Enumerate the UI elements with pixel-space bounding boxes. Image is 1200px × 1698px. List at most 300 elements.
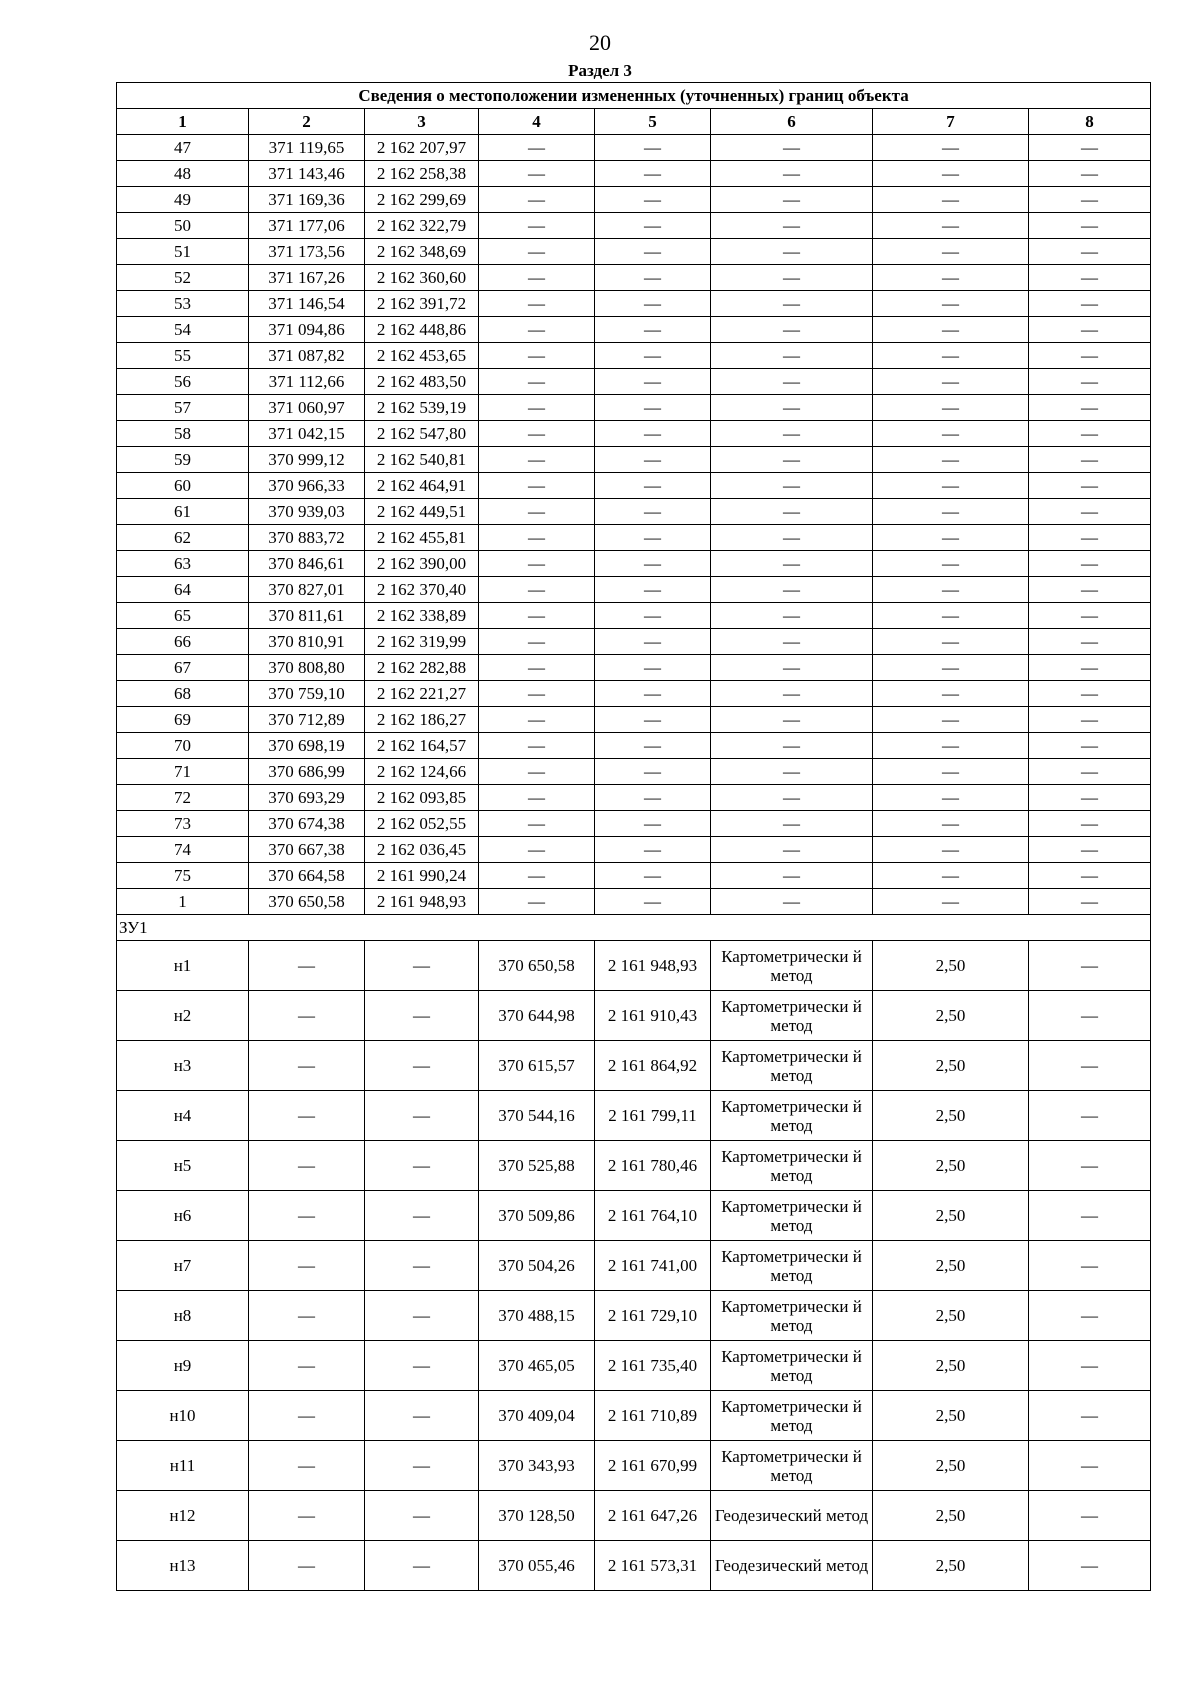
- empty-dash: —: [1029, 941, 1151, 991]
- method: Картометрически й метод: [711, 941, 873, 991]
- coord-x: 370 674,38: [249, 811, 365, 837]
- point-number: 69: [117, 707, 249, 733]
- empty-dash: —: [873, 707, 1029, 733]
- table-row: [117, 1491, 1151, 1541]
- coord-y: 2 162 360,60: [365, 265, 479, 291]
- empty-dash: —: [479, 395, 595, 421]
- empty-dash: —: [595, 291, 711, 317]
- table-row: [117, 1341, 1151, 1391]
- empty-dash: —: [711, 395, 873, 421]
- coord-x: 370 808,80: [249, 655, 365, 681]
- empty-dash: —: [873, 525, 1029, 551]
- point-number: 70: [117, 733, 249, 759]
- table-row: [117, 991, 1151, 1041]
- empty-dash: —: [1029, 759, 1151, 785]
- coord-y: 2 161 948,93: [595, 941, 711, 991]
- point-number: 58: [117, 421, 249, 447]
- empty-dash: —: [1029, 473, 1151, 499]
- empty-dash: —: [595, 447, 711, 473]
- empty-dash: —: [595, 187, 711, 213]
- empty-dash: —: [595, 473, 711, 499]
- empty-dash: —: [479, 811, 595, 837]
- coord-x: 370 488,15: [479, 1291, 595, 1341]
- coord-x: 370 650,58: [249, 889, 365, 915]
- point-number: 50: [117, 213, 249, 239]
- point-number: 49: [117, 187, 249, 213]
- empty-dash: —: [595, 421, 711, 447]
- empty-dash: —: [595, 629, 711, 655]
- coord-x: 370 525,88: [479, 1141, 595, 1191]
- empty-dash: —: [595, 343, 711, 369]
- accuracy: 2,50: [873, 1191, 1029, 1241]
- empty-dash: —: [595, 499, 711, 525]
- empty-dash: —: [711, 369, 873, 395]
- coord-x: 370 509,86: [479, 1191, 595, 1241]
- method: Картометрически й метод: [711, 1091, 873, 1141]
- empty-dash: —: [1029, 837, 1151, 863]
- coord-y: 2 161 764,10: [595, 1191, 711, 1241]
- coord-y: 2 161 910,43: [595, 991, 711, 1041]
- coord-x: 371 112,66: [249, 369, 365, 395]
- point-number: 62: [117, 525, 249, 551]
- coord-x: 370 883,72: [249, 525, 365, 551]
- empty-dash: —: [479, 863, 595, 889]
- empty-dash: —: [249, 1541, 365, 1591]
- table-row: [117, 317, 1151, 343]
- empty-dash: —: [479, 785, 595, 811]
- empty-dash: —: [595, 733, 711, 759]
- empty-dash: —: [479, 655, 595, 681]
- method: Картометрически й метод: [711, 1141, 873, 1191]
- method: Геодезический метод: [711, 1541, 873, 1591]
- column-number: 1: [117, 109, 249, 135]
- empty-dash: —: [711, 811, 873, 837]
- empty-dash: —: [1029, 1041, 1151, 1091]
- empty-dash: —: [873, 681, 1029, 707]
- coord-x: 370 759,10: [249, 681, 365, 707]
- empty-dash: —: [873, 265, 1029, 291]
- empty-dash: —: [711, 291, 873, 317]
- column-number: 2: [249, 109, 365, 135]
- table-row: [117, 1541, 1151, 1591]
- empty-dash: —: [365, 1341, 479, 1391]
- empty-dash: —: [873, 291, 1029, 317]
- point-number: 55: [117, 343, 249, 369]
- empty-dash: —: [711, 473, 873, 499]
- empty-dash: —: [1029, 889, 1151, 915]
- table-row: [117, 1241, 1151, 1291]
- accuracy: 2,50: [873, 1491, 1029, 1541]
- point-number: н2: [117, 991, 249, 1041]
- point-number: н8: [117, 1291, 249, 1341]
- empty-dash: —: [595, 603, 711, 629]
- coord-x: 370 999,12: [249, 447, 365, 473]
- table-row: [117, 707, 1151, 733]
- empty-dash: —: [479, 161, 595, 187]
- empty-dash: —: [365, 1241, 479, 1291]
- coord-y: 2 161 710,89: [595, 1391, 711, 1441]
- empty-dash: —: [711, 161, 873, 187]
- coord-x: 371 042,15: [249, 421, 365, 447]
- coord-x: 371 173,56: [249, 239, 365, 265]
- empty-dash: —: [479, 239, 595, 265]
- coord-x: 370 409,04: [479, 1391, 595, 1441]
- empty-dash: —: [365, 1541, 479, 1591]
- coord-y: 2 162 540,81: [365, 447, 479, 473]
- empty-dash: —: [873, 837, 1029, 863]
- coord-y: 2 162 449,51: [365, 499, 479, 525]
- empty-dash: —: [711, 863, 873, 889]
- coord-x: 371 087,82: [249, 343, 365, 369]
- empty-dash: —: [595, 577, 711, 603]
- coord-x: 370 810,91: [249, 629, 365, 655]
- empty-dash: —: [595, 317, 711, 343]
- empty-dash: —: [711, 759, 873, 785]
- coord-y: 2 162 282,88: [365, 655, 479, 681]
- empty-dash: —: [595, 889, 711, 915]
- coord-y: 2 162 448,86: [365, 317, 479, 343]
- empty-dash: —: [1029, 161, 1151, 187]
- coord-x: 370 698,19: [249, 733, 365, 759]
- table-row: [117, 291, 1151, 317]
- empty-dash: —: [595, 863, 711, 889]
- empty-dash: —: [711, 551, 873, 577]
- table-row: [117, 265, 1151, 291]
- empty-dash: —: [873, 239, 1029, 265]
- empty-dash: —: [873, 655, 1029, 681]
- empty-dash: —: [365, 1291, 479, 1341]
- point-number: 74: [117, 837, 249, 863]
- method: Картометрически й метод: [711, 991, 873, 1041]
- empty-dash: —: [1029, 1391, 1151, 1441]
- empty-dash: —: [873, 135, 1029, 161]
- table-row: [117, 837, 1151, 863]
- empty-dash: —: [873, 499, 1029, 525]
- empty-dash: —: [711, 343, 873, 369]
- empty-dash: —: [479, 213, 595, 239]
- empty-dash: —: [711, 239, 873, 265]
- empty-dash: —: [1029, 603, 1151, 629]
- empty-dash: —: [479, 187, 595, 213]
- coord-y: 2 161 780,46: [595, 1141, 711, 1191]
- empty-dash: —: [1029, 1541, 1151, 1591]
- coord-x: 370 343,93: [479, 1441, 595, 1491]
- coord-y: 2 161 741,00: [595, 1241, 711, 1291]
- accuracy: 2,50: [873, 1041, 1029, 1091]
- coord-x: 370 667,38: [249, 837, 365, 863]
- empty-dash: —: [249, 1041, 365, 1091]
- column-number: 6: [711, 109, 873, 135]
- coord-x: 370 504,26: [479, 1241, 595, 1291]
- accuracy: 2,50: [873, 1141, 1029, 1191]
- empty-dash: —: [479, 551, 595, 577]
- coord-y: 2 162 186,27: [365, 707, 479, 733]
- empty-dash: —: [1029, 291, 1151, 317]
- coord-x: 370 827,01: [249, 577, 365, 603]
- empty-dash: —: [711, 837, 873, 863]
- empty-dash: —: [595, 811, 711, 837]
- coord-y: 2 161 729,10: [595, 1291, 711, 1341]
- empty-dash: —: [873, 603, 1029, 629]
- empty-dash: —: [595, 759, 711, 785]
- table-row: [117, 655, 1151, 681]
- empty-dash: —: [365, 941, 479, 991]
- coord-y: 2 162 464,91: [365, 473, 479, 499]
- empty-dash: —: [1029, 369, 1151, 395]
- empty-dash: —: [1029, 863, 1151, 889]
- empty-dash: —: [711, 187, 873, 213]
- empty-dash: —: [479, 577, 595, 603]
- method: Картометрически й метод: [711, 1341, 873, 1391]
- empty-dash: —: [365, 1091, 479, 1141]
- table-row: [117, 447, 1151, 473]
- empty-dash: —: [711, 499, 873, 525]
- empty-dash: —: [249, 1441, 365, 1491]
- empty-dash: —: [873, 369, 1029, 395]
- coord-y: 2 162 338,89: [365, 603, 479, 629]
- empty-dash: —: [595, 707, 711, 733]
- empty-dash: —: [711, 447, 873, 473]
- empty-dash: —: [1029, 629, 1151, 655]
- coord-x: 370 615,57: [479, 1041, 595, 1091]
- point-number: н1: [117, 941, 249, 991]
- empty-dash: —: [595, 265, 711, 291]
- empty-dash: —: [1029, 1191, 1151, 1241]
- point-number: 61: [117, 499, 249, 525]
- table-row: [117, 421, 1151, 447]
- table-row: [117, 213, 1151, 239]
- point-number: 56: [117, 369, 249, 395]
- empty-dash: —: [711, 629, 873, 655]
- coord-x: 370 055,46: [479, 1541, 595, 1591]
- accuracy: 2,50: [873, 1391, 1029, 1441]
- coord-x: 370 664,58: [249, 863, 365, 889]
- column-number: 7: [873, 109, 1029, 135]
- empty-dash: —: [1029, 1141, 1151, 1191]
- coord-y: 2 162 370,40: [365, 577, 479, 603]
- point-number: н3: [117, 1041, 249, 1091]
- boundary-coordinates-table: [116, 82, 1151, 1591]
- point-number: 1: [117, 889, 249, 915]
- empty-dash: —: [1029, 1491, 1151, 1541]
- coord-x: 370 811,61: [249, 603, 365, 629]
- point-number: 60: [117, 473, 249, 499]
- point-number: 63: [117, 551, 249, 577]
- empty-dash: —: [711, 603, 873, 629]
- empty-dash: —: [595, 785, 711, 811]
- table-row: [117, 343, 1151, 369]
- empty-dash: —: [1029, 317, 1151, 343]
- accuracy: 2,50: [873, 1091, 1029, 1141]
- empty-dash: —: [1029, 213, 1151, 239]
- coord-x: 370 846,61: [249, 551, 365, 577]
- column-number: 8: [1029, 109, 1151, 135]
- point-number: 75: [117, 863, 249, 889]
- empty-dash: —: [595, 551, 711, 577]
- empty-dash: —: [873, 785, 1029, 811]
- coord-y: 2 161 647,26: [595, 1491, 711, 1541]
- point-number: 51: [117, 239, 249, 265]
- empty-dash: —: [873, 317, 1029, 343]
- point-number: н13: [117, 1541, 249, 1591]
- table-row: [117, 811, 1151, 837]
- coord-x: 371 167,26: [249, 265, 365, 291]
- empty-dash: —: [479, 889, 595, 915]
- empty-dash: —: [249, 1491, 365, 1541]
- column-number: 5: [595, 109, 711, 135]
- empty-dash: —: [1029, 1341, 1151, 1391]
- accuracy: 2,50: [873, 991, 1029, 1041]
- empty-dash: —: [711, 265, 873, 291]
- table-row: [117, 941, 1151, 991]
- coord-y: 2 161 864,92: [595, 1041, 711, 1091]
- empty-dash: —: [1029, 785, 1151, 811]
- coord-x: 371 169,36: [249, 187, 365, 213]
- table-row: [117, 525, 1151, 551]
- coord-y: 2 162 390,00: [365, 551, 479, 577]
- point-number: 54: [117, 317, 249, 343]
- table-row: [117, 889, 1151, 915]
- empty-dash: —: [479, 317, 595, 343]
- section-label: Раздел 3: [568, 61, 632, 80]
- empty-dash: —: [595, 135, 711, 161]
- empty-dash: —: [1029, 239, 1151, 265]
- table-row: [117, 1291, 1151, 1341]
- empty-dash: —: [249, 1341, 365, 1391]
- table-row: [117, 681, 1151, 707]
- empty-dash: —: [1029, 811, 1151, 837]
- table-row: [117, 395, 1151, 421]
- empty-dash: —: [873, 473, 1029, 499]
- table-row: [117, 135, 1151, 161]
- empty-dash: —: [1029, 707, 1151, 733]
- empty-dash: —: [711, 421, 873, 447]
- empty-dash: —: [1029, 187, 1151, 213]
- coord-y: 2 162 547,80: [365, 421, 479, 447]
- empty-dash: —: [1029, 991, 1151, 1041]
- empty-dash: —: [1029, 551, 1151, 577]
- coord-x: 370 686,99: [249, 759, 365, 785]
- empty-dash: —: [479, 135, 595, 161]
- point-number: н9: [117, 1341, 249, 1391]
- empty-dash: —: [873, 421, 1029, 447]
- coord-y: 2 162 258,38: [365, 161, 479, 187]
- empty-dash: —: [873, 863, 1029, 889]
- point-number: н5: [117, 1141, 249, 1191]
- empty-dash: —: [365, 1041, 479, 1091]
- empty-dash: —: [1029, 421, 1151, 447]
- coord-y: 2 162 348,69: [365, 239, 479, 265]
- empty-dash: —: [873, 343, 1029, 369]
- point-number: н6: [117, 1191, 249, 1241]
- empty-dash: —: [249, 991, 365, 1041]
- empty-dash: —: [249, 941, 365, 991]
- coord-y: 2 161 670,99: [595, 1441, 711, 1491]
- coord-y: 2 162 221,27: [365, 681, 479, 707]
- empty-dash: —: [873, 187, 1029, 213]
- empty-dash: —: [711, 213, 873, 239]
- column-number: 3: [365, 109, 479, 135]
- empty-dash: —: [1029, 343, 1151, 369]
- coord-y: 2 162 319,99: [365, 629, 479, 655]
- empty-dash: —: [479, 629, 595, 655]
- coord-y: 2 162 052,55: [365, 811, 479, 837]
- coord-y: 2 162 322,79: [365, 213, 479, 239]
- table-row: [117, 239, 1151, 265]
- point-number: 47: [117, 135, 249, 161]
- column-number: 4: [479, 109, 595, 135]
- point-number: 57: [117, 395, 249, 421]
- coord-x: 370 465,05: [479, 1341, 595, 1391]
- empty-dash: —: [1029, 681, 1151, 707]
- coord-x: 371 177,06: [249, 213, 365, 239]
- coord-y: 2 162 391,72: [365, 291, 479, 317]
- empty-dash: —: [249, 1241, 365, 1291]
- column-number-row: [117, 109, 1151, 135]
- empty-dash: —: [479, 473, 595, 499]
- coord-y: 2 161 948,93: [365, 889, 479, 915]
- point-number: 72: [117, 785, 249, 811]
- coord-y: 2 161 735,40: [595, 1341, 711, 1391]
- accuracy: 2,50: [873, 1541, 1029, 1591]
- table-title-row: [117, 83, 1151, 109]
- table-row: [117, 759, 1151, 785]
- method: Картометрически й метод: [711, 1441, 873, 1491]
- coord-x: 371 119,65: [249, 135, 365, 161]
- accuracy: 2,50: [873, 1341, 1029, 1391]
- empty-dash: —: [595, 239, 711, 265]
- point-number: 67: [117, 655, 249, 681]
- coord-y: 2 162 207,97: [365, 135, 479, 161]
- empty-dash: —: [595, 837, 711, 863]
- empty-dash: —: [711, 317, 873, 343]
- coord-x: 371 060,97: [249, 395, 365, 421]
- coord-y: 2 162 483,50: [365, 369, 479, 395]
- coord-y: 2 161 573,31: [595, 1541, 711, 1591]
- table-row: [117, 369, 1151, 395]
- empty-dash: —: [249, 1391, 365, 1441]
- coord-x: 370 966,33: [249, 473, 365, 499]
- method: Картометрически й метод: [711, 1041, 873, 1091]
- coord-y: 2 161 990,24: [365, 863, 479, 889]
- coord-y: 2 162 539,19: [365, 395, 479, 421]
- empty-dash: —: [365, 1191, 479, 1241]
- empty-dash: —: [711, 681, 873, 707]
- method: Картометрически й метод: [711, 1291, 873, 1341]
- empty-dash: —: [249, 1141, 365, 1191]
- table-row: [117, 577, 1151, 603]
- coord-x: 370 644,98: [479, 991, 595, 1041]
- empty-dash: —: [365, 1491, 479, 1541]
- point-number: 71: [117, 759, 249, 785]
- method: Картометрически й метод: [711, 1191, 873, 1241]
- empty-dash: —: [1029, 655, 1151, 681]
- table-row: [117, 499, 1151, 525]
- empty-dash: —: [595, 655, 711, 681]
- table-title: Сведения о местоположении измененных (уточненных) границ объекта: [117, 83, 1151, 109]
- empty-dash: —: [711, 577, 873, 603]
- page-number: 20: [589, 30, 611, 55]
- empty-dash: —: [479, 837, 595, 863]
- empty-dash: —: [711, 525, 873, 551]
- table-row: [117, 629, 1151, 655]
- coord-y: 2 161 799,11: [595, 1091, 711, 1141]
- table-row: [117, 733, 1151, 759]
- empty-dash: —: [479, 759, 595, 785]
- empty-dash: —: [595, 681, 711, 707]
- empty-dash: —: [479, 369, 595, 395]
- empty-dash: —: [479, 265, 595, 291]
